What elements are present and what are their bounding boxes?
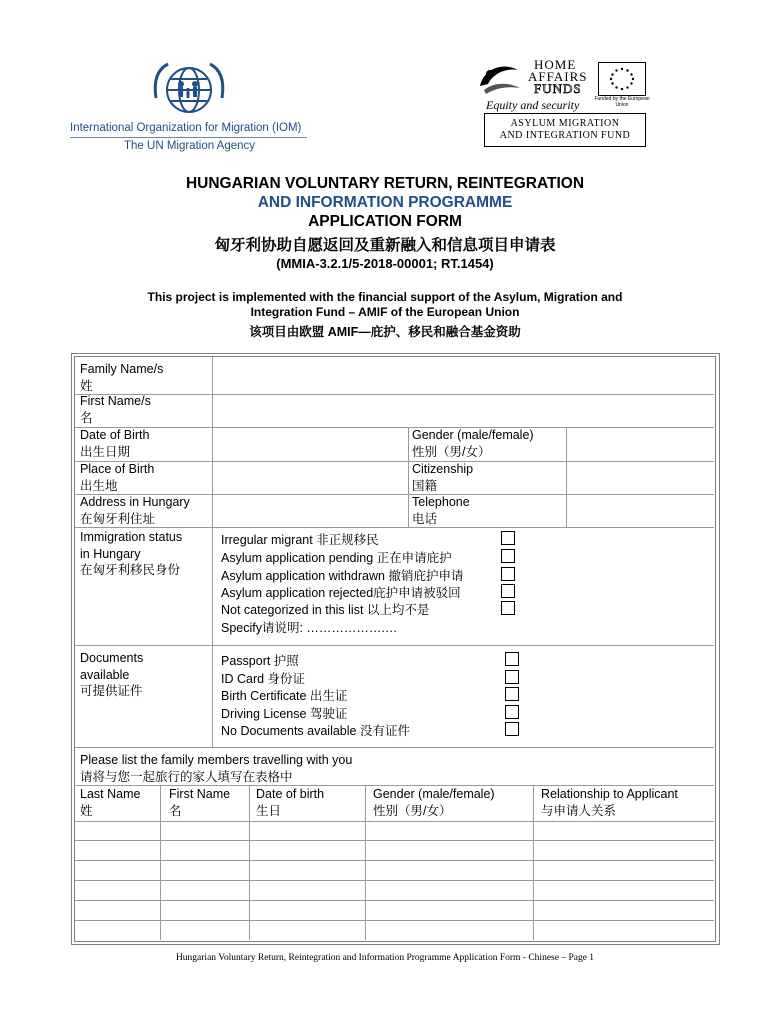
telephone-input[interactable] — [567, 495, 714, 527]
family-intro-zh: 请将与您一起旅行的家人填写在表格中 — [80, 769, 293, 784]
doc-option-id-card: ID Card 身份证 — [221, 672, 306, 686]
title-line-1: HUNGARIAN VOLUNTARY RETURN, REINTEGRATION — [185, 175, 585, 192]
haf-tagline: Equity and security — [486, 98, 580, 112]
col-date-of-birth-zh: 生日 — [256, 803, 282, 818]
date-of-birth-input[interactable] — [213, 428, 408, 461]
col-gender-zh: 性别（男/女） — [373, 803, 452, 818]
doc-option-driving-license: Driving License 驾驶证 — [221, 707, 348, 721]
gender-label-zh: 性别（男/女） — [412, 444, 491, 459]
support-statement-1: This project is implemented with the financial support of the Asylum, Migration and — [147, 290, 623, 304]
citizenship-label-en: Citizenship — [412, 462, 474, 476]
gender-input[interactable] — [567, 428, 714, 461]
family-intro-en: Please list the family members travelling with you — [80, 753, 353, 767]
support-statement-chinese: 该项目由欧盟 AMIF—庇护、移民和融合基金资助 — [249, 325, 521, 339]
col-gender — [373, 786, 495, 819]
iom-name: International Organization for Migration (IOM) — [70, 122, 302, 134]
eu-flag-icon — [598, 62, 646, 96]
no-documents-checkbox[interactable] — [505, 722, 519, 736]
amif-line-1: ASYLUM MIGRATION — [510, 118, 620, 129]
citizenship-label — [412, 461, 473, 494]
eu-funded-text: Funded by the European Union — [594, 96, 650, 108]
status-irregular-checkbox[interactable] — [501, 531, 515, 545]
first-name-label — [80, 393, 151, 426]
home-affairs-swirl-icon — [474, 60, 524, 98]
documents-label-1: Documents — [80, 651, 144, 665]
family-intro — [80, 752, 352, 785]
first-name-input[interactable] — [213, 395, 714, 427]
status-option-pending: Asylum application pending 正在申请庇护 — [221, 551, 452, 565]
documents-label — [80, 650, 143, 700]
family-name-label — [80, 361, 163, 394]
col-relationship-en: Relationship to Applicant — [541, 787, 678, 801]
status-option-withdrawn: Asylum application withdrawn 撤销庇护申请 — [221, 569, 464, 583]
status-pending-checkbox[interactable] — [501, 549, 515, 563]
col-date-of-birth-en: Date of birth — [256, 787, 325, 801]
citizenship-input[interactable] — [567, 462, 714, 494]
col-gender-en: Gender (male/female) — [373, 787, 495, 801]
haf-home-text: HOME — [534, 57, 577, 72]
doc-option-passport: Passport 护照 — [221, 654, 299, 668]
pob-label-en: Place of Birth — [80, 462, 155, 476]
col-last-name-en: Last Name — [80, 787, 141, 801]
id-card-checkbox[interactable] — [505, 670, 519, 684]
documents-label-2: available — [80, 667, 130, 682]
gender-label-en: Gender (male/female) — [412, 428, 534, 442]
col-last-name — [80, 786, 140, 819]
birth-certificate-checkbox[interactable] — [505, 687, 519, 701]
pob-label — [80, 461, 154, 494]
title-line-2: AND INFORMATION PROGRAMME — [257, 194, 513, 211]
status-option-rejected: Asylum application rejected庇护申请被驳回 — [221, 586, 461, 600]
telephone-label — [412, 494, 470, 527]
status-not-categorized-checkbox[interactable] — [501, 601, 515, 615]
col-last-name-zh: 姓 — [80, 803, 93, 818]
status-rejected-checkbox[interactable] — [501, 584, 515, 598]
family-name-label-en: Family Name/s — [80, 362, 164, 376]
family-name-label-zh: 姓 — [80, 378, 93, 393]
status-option-not-categorized: Not categorized in this list 以上均不是 — [221, 603, 430, 617]
first-name-label-zh: 名 — [80, 410, 93, 425]
address-input[interactable] — [213, 495, 408, 527]
support-statement-2: Integration Fund – AMIF of the European Union — [250, 305, 520, 319]
title-chinese: 匈牙利协助自愿返回及重新融入和信息项目申请表 — [214, 237, 556, 254]
dob-label — [80, 427, 149, 460]
status-withdrawn-checkbox[interactable] — [501, 567, 515, 581]
pob-label-zh: 出生地 — [80, 478, 118, 493]
family-table-row[interactable] — [75, 841, 714, 860]
iom-agency: The UN Migration Agency — [124, 140, 256, 152]
doc-option-none: No Documents available 没有证件 — [221, 724, 410, 738]
col-relationship — [541, 786, 678, 819]
family-table-row[interactable] — [75, 881, 714, 900]
reference-number: (MMIA-3.2.1/5-2018-00001; RT.1454) — [276, 256, 494, 271]
telephone-label-zh: 电话 — [412, 511, 438, 526]
passport-checkbox[interactable] — [505, 652, 519, 666]
telephone-label-en: Telephone — [412, 495, 470, 509]
col-first-name — [169, 786, 230, 819]
family-name-input[interactable] — [213, 357, 714, 394]
iom-divider — [70, 137, 307, 138]
title-line-3: APPLICATION FORM — [308, 213, 462, 230]
family-table-row[interactable] — [75, 921, 714, 940]
gender-label — [412, 427, 534, 460]
status-option-irregular: Irregular migrant 非正规移民 — [221, 533, 379, 547]
page-footer: Hungarian Voluntary Return, Reintegration and Information Programme Application Form - Chinese – Page 1 — [175, 953, 595, 963]
citizenship-label-zh: 国籍 — [412, 478, 438, 493]
col-first-name-zh: 名 — [169, 803, 182, 818]
row-divider — [75, 527, 714, 528]
immigration-status-label-2: in Hungary — [80, 546, 141, 561]
immigration-status-label — [80, 529, 182, 579]
amif-line-2: AND INTEGRATION FUND — [499, 130, 631, 141]
status-specify[interactable]: Specify请说明: ……………….… — [221, 621, 398, 635]
documents-label-zh: 可提供证件 — [80, 684, 143, 698]
column-divider — [408, 427, 409, 527]
dob-label-zh: 出生日期 — [80, 444, 131, 459]
row-divider — [75, 645, 714, 646]
dob-label-en: Date of Birth — [80, 428, 150, 442]
family-table-row[interactable] — [75, 861, 714, 880]
address-label — [80, 494, 190, 527]
col-relationship-zh: 与申请人关系 — [541, 803, 617, 818]
col-date-of-birth — [256, 786, 324, 819]
address-label-zh: 在匈牙利住址 — [80, 511, 156, 526]
row-divider — [75, 747, 714, 748]
driving-license-checkbox[interactable] — [505, 705, 519, 719]
haf-affairs-text: AFFAIRS — [528, 69, 588, 84]
haf-funds-text: FUNDS — [534, 81, 582, 96]
family-table-row[interactable] — [75, 822, 714, 840]
iom-globe-icon — [148, 60, 230, 120]
col-first-name-en: First Name — [169, 787, 231, 801]
immigration-status-label-zh: 在匈牙利移民身份 — [80, 563, 181, 577]
doc-option-birth-certificate: Birth Certificate 出生证 — [221, 689, 348, 703]
first-name-label-en: First Name/s — [80, 394, 151, 408]
family-table-row[interactable] — [75, 901, 714, 920]
place-of-birth-input[interactable] — [213, 462, 408, 494]
address-label-en: Address in Hungary — [80, 495, 190, 509]
immigration-status-label-1: Immigration status — [80, 530, 183, 544]
